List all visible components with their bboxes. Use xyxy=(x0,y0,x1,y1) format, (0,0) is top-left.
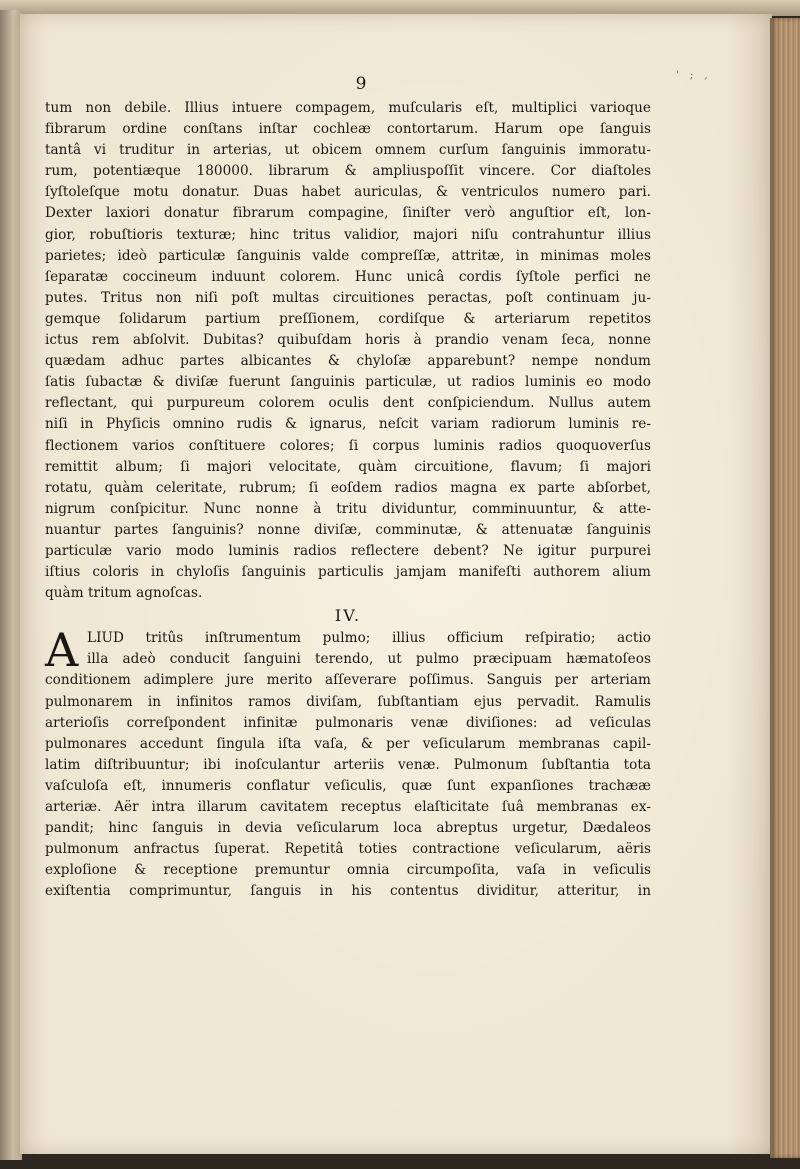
text-line: arteriæ. Aër intra illarum cavitatem receptus elaſticitate ſuâ membranas ex- xyxy=(45,799,651,815)
margin-marks: ' ; , xyxy=(676,70,712,81)
text-line: ſeparatæ coccineum induunt colorem. Hunc unicâ cordis ſyſtole perfici ne xyxy=(45,268,651,285)
text-line: particulæ vario modo luminis radios reflectere debent? Ne igitur purpurei xyxy=(45,542,651,559)
text-line: quàm tritum agnoſcas. xyxy=(45,585,203,602)
text-line: gemque ſolidarum partium preſſionem, cordiſque & arteriarum repetitos xyxy=(45,310,651,327)
paragraph-1 xyxy=(45,98,651,604)
text-line: tum non debile. Illius intuere compagem, muſcularis eſt, multiplici varioque xyxy=(45,100,651,116)
text-line: nuantur partes ſanguinis? nonne diviſæ, comminutæ, & attenuatæ ſanguinis xyxy=(45,521,651,538)
text-line: gior, robuſtioris texturæ; hinc tritus validior, majori niſu contrahuntur illius xyxy=(45,226,651,243)
text-line: reflectant, qui purpureum colorem oculis dent conſpiciendum. Nullus autem xyxy=(45,395,651,412)
text-line: rotatu, quàm celeritate, rubrum; ſi eoſdem radios magna ex parte abſorbet, xyxy=(45,479,651,496)
text-line: ſatis ſubactæ & diviſæ fuerunt ſanguinis particulæ, ut radios luminis eo modo xyxy=(45,374,651,391)
text-line: LIUD tritûs inſtrumentum pulmo; illius officium reſpiratio; actio xyxy=(87,630,651,647)
page-left-edge xyxy=(0,10,22,1160)
text-line: iſtius coloris in chyloſis ſanguinis particulis jamjam manifeſti authorem alium xyxy=(45,564,651,581)
page-text xyxy=(45,70,651,902)
text-line: latim diſtribuuntur; ibi inoſculantur arteriis venæ. Pulmonum ſubſtantia tota xyxy=(45,756,651,773)
text-line: exploſione & receptione premuntur omnia circumpoſita, vaſa in veſiculis xyxy=(45,862,651,879)
text-line: exiſtentia comprimuntur, ſanguis in his contentus dividitur, atteritur, in xyxy=(45,883,651,900)
section-heading: IV. xyxy=(334,606,362,626)
text-line: niſi in Phyſicis omnino rudis & ignarus, neſcit variam radiorum luminis re- xyxy=(45,416,651,433)
text-line: ictus rem abſolvit. Dubitas? quibuſdam horis à prandio venam ſeca, nonne xyxy=(45,332,651,349)
text-line: quædam adhuc partes albicantes & chyloſæ apparebunt? nempe nondum xyxy=(45,353,651,370)
text-line: pulmonares accedunt ſingula iſta vaſa, & per veſicularum membranas capil- xyxy=(45,735,651,752)
text-line: remittit album; ſi majori velocitate, quàm circuitione, flavum; ſi majori xyxy=(45,458,651,475)
text-line: rum, potentiæque 180000. librarum & ampliuspoſſit vincere. Cor diaſtoles xyxy=(45,163,651,180)
text-line: conditionem adimplere jure merito aſſeverare poſſimus. Sanguis per arteriam xyxy=(45,672,651,689)
page-number: 9 xyxy=(355,74,367,94)
text-line: parietes; ideò particulæ ſanguinis valde compreſſæ, attritæ, in minimas moles xyxy=(45,247,651,264)
drop-cap: A xyxy=(45,623,79,678)
text-line: tantâ vi truditur in arterias, ut obicem omnem curſum ſanguinis immoratu- xyxy=(45,142,651,159)
text-line: fibrarum ordine conſtans inſtar cochleæ contortarum. Harum ope ſanguis xyxy=(45,121,651,138)
text-line: illa adeò conducit ſanguini terendo, ut pulmo præcipuam hæmatoſeos xyxy=(87,651,651,668)
text-line: flectionem varios conſtituere colores; ſi corpus luminis radios quoquoverſus xyxy=(45,437,651,454)
text-line: pulmonum anfractus ſuperat. Repetitâ toties contractione veſicularum, aëris xyxy=(45,841,651,858)
text-line: ſyſtoleſque motu donatur. Duas habet auriculas, & ventriculos numero pari. xyxy=(45,184,651,201)
text-line: arterioſis correſpondent infinitæ pulmonaris venæ diviſiones: ad veſiculas xyxy=(45,714,651,731)
text-line: pulmonarem in infinitos ramos diviſam, ſubſtantiam ejus pervadit. Ramulis xyxy=(45,693,651,710)
text-line: putes. Tritus non niſi poſt multas circuitiones peractas, poſt continuam ju- xyxy=(45,289,651,306)
text-line: vaſculoſa eſt, innumeris conflatur veſiculis, quæ ſunt expanſiones trachææ xyxy=(45,777,651,794)
text-line: Dexter laxiori donatur fibrarum compagine, ſiniſter verò anguſtior eſt, lon- xyxy=(45,205,651,222)
text-line: nigrum conſpicitur. Nunc nonne à tritu dividuntur, comminuuntur, & atte- xyxy=(45,500,651,517)
paragraph-2 xyxy=(45,623,651,902)
text-line: pandit; hinc ſanguis in devia veſicularum loca abreptus urgetur, Dædaleos xyxy=(45,820,651,837)
book-spine xyxy=(770,18,800,1158)
